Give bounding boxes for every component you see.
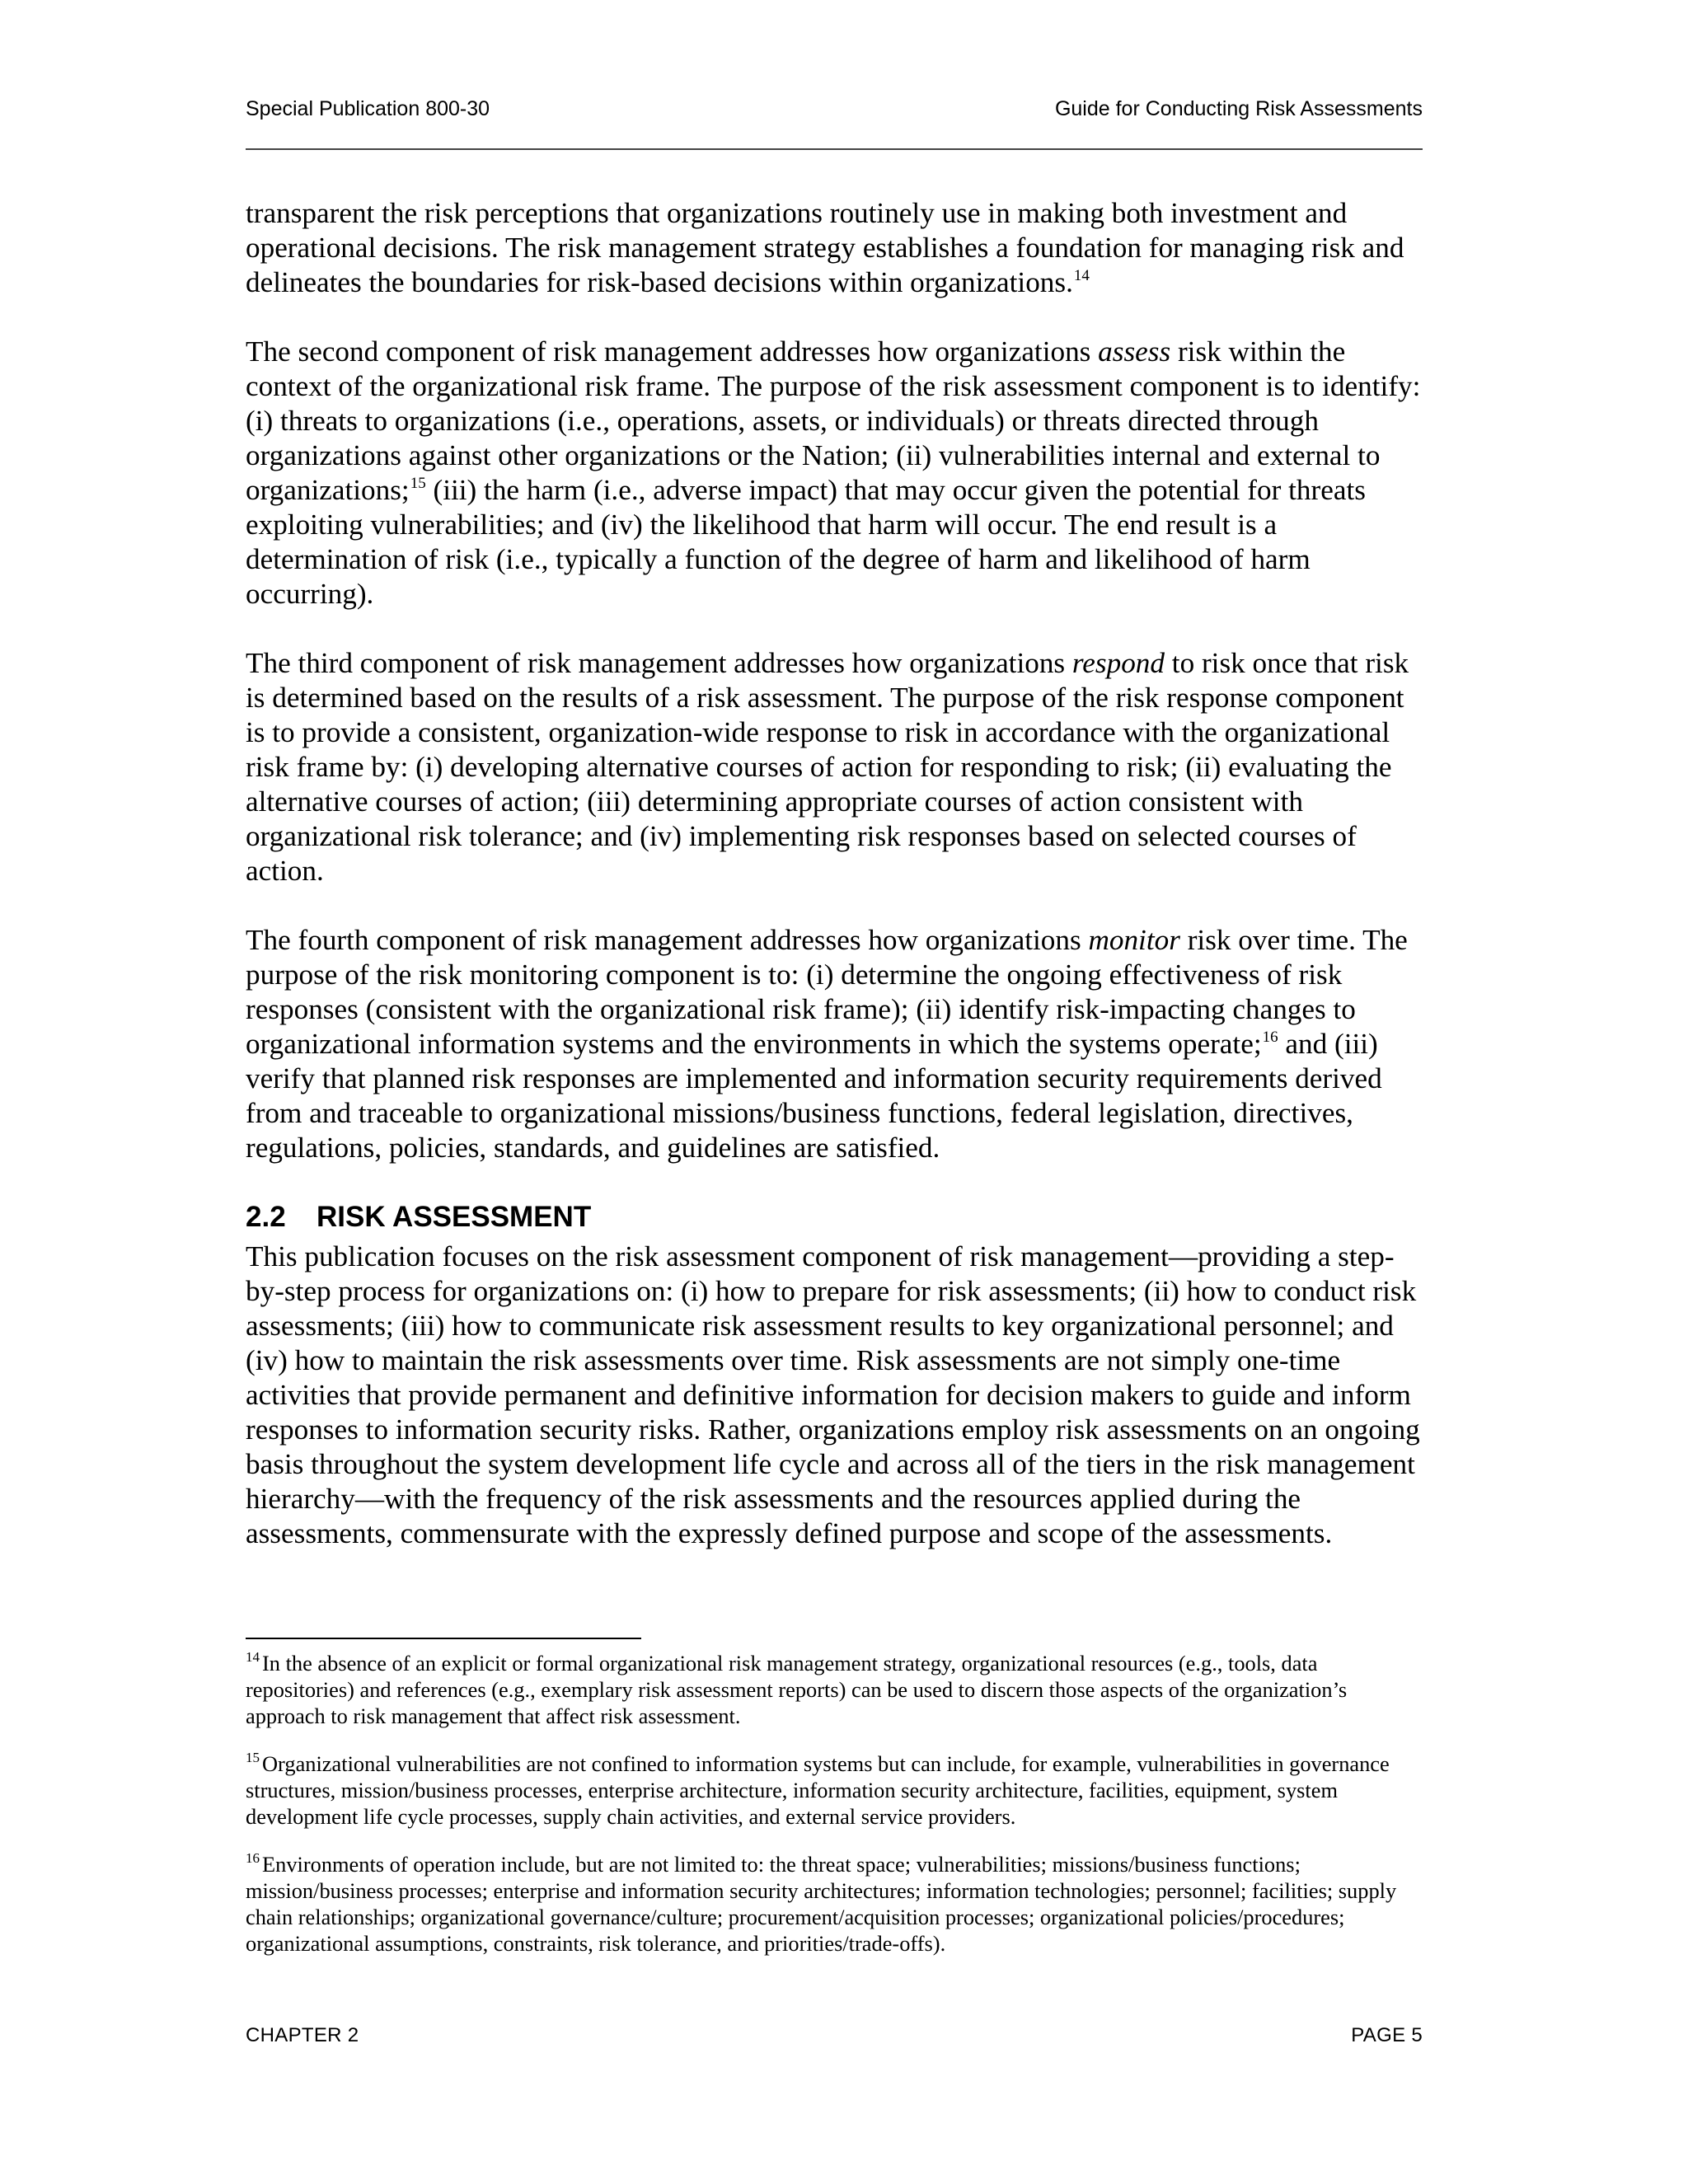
footnote-text: In the absence of an explicit or formal organizational risk management strategy, organizational resources (e.g., tools, data repositories) and references (e.g., exemplary risk assessment reports) can be used to discern those aspects of the organization’s approach to risk management that affect risk assessment. <box>246 1651 1348 1728</box>
section-heading <box>246 1200 1426 1235</box>
header-divider <box>246 148 1423 150</box>
emphasis-assess: assess <box>1098 335 1171 368</box>
paragraph-5: This publication focuses on the risk assessment component of risk management—providing a step-by-step process for organizations on: (i) how to prepare for risk assessments; (ii) how to conduct risk assessments; (iii) how to communicate risk assessment results to key organizational personnel; and (iv) how to maintain the risk assessments over time. Risk assessments are not simply one-time activities that provide permanent and definitive information for decision makers to guide and inform responses to information security risks. Rather, organizations employ risk assessments on an ongoing basis throughout the system development life cycle and across all of the tiers in the risk management hierarchy—with the frequency of the risk assessments and the resources applied during the assessments, commensurate with the expressly defined purpose and scope of the assessments. <box>246 1240 1420 1549</box>
footnote-ref-14[interactable]: 14 <box>1073 267 1090 284</box>
footnote-text: Organizational vulnerabilities are not confined to information systems but can include, for example, vulnerabilities in governance structures, mission/business processes, enterprise architecture, information security architecture, facilities, equipment, system development life cycle processes, supply chain activities, and external service providers. <box>246 1751 1390 1829</box>
paragraph-2: The second component of risk management addresses how organizations assess risk within the context of the organizational risk frame. The purpose of the risk assessment component is to identify: (i) threats to organizations (i.e., operations, assets, or individuals) or threats directed through organizations against other organizations or the Nation; (ii) vulnerabilities internal and external to organizations;$^{15}$ (iii) the harm (i.e., adverse impact) that may occur given the potential for threats exploiting vulnerabilities; and (iv) the likelihood that harm will occur. The end result is a determination of risk (i.e., typically a function of the degree of harm and likelihood of harm occurring). <box>246 335 1421 610</box>
footer-page-number: PAGE 5 <box>1351 2024 1423 2046</box>
header-publication-id: Special Publication 800-30 <box>246 97 490 120</box>
footnotes <box>246 1650 1429 1978</box>
running-header <box>246 97 1423 124</box>
footnote-number: 14 <box>246 1649 260 1665</box>
footnote-16 <box>246 1851 1429 1957</box>
footnote-15 <box>246 1750 1429 1830</box>
paragraph-1: transparent the risk perceptions that organizations routinely use in making both investment and operational decisions. The risk management strategy establishes a foundation for managing risk and delineates the boundaries for risk-based decisions within organizations.$^{14}$ <box>246 197 1404 298</box>
footnote-divider <box>246 1638 641 1639</box>
running-footer <box>246 2024 1423 2050</box>
emphasis-monitor: monitor <box>1088 924 1180 956</box>
section-number: 2.2 <box>246 1201 286 1233</box>
paragraph-4: The fourth component of risk management addresses how organizations monitor risk over time. The purpose of the risk monitoring component is to: (i) determine the ongoing effectiveness of risk responses (consistent with the organizational risk frame); (ii) identify risk-impacting changes to organizational information systems and the environments in which the systems operate;$^{16}$ and (iii) verify that planned risk responses are implemented and information security requirements derived from and traceable to organizational missions/business functions, federal legislation, directives, regulations, policies, standards, and guidelines are satisfied. <box>246 924 1408 1164</box>
footnote-ref-16[interactable]: 16 <box>1262 1029 1278 1046</box>
footer-chapter: CHAPTER 2 <box>246 2024 359 2046</box>
footnote-number: 16 <box>246 1850 260 1866</box>
document-page <box>246 0 1423 2184</box>
body-text <box>246 196 1426 1551</box>
footnote-number: 15 <box>246 1750 260 1765</box>
footnote-ref-15[interactable]: 15 <box>410 475 426 492</box>
paragraph-3: The third component of risk management addresses how organizations respond to risk once that risk is determined based on the results of a risk assessment. The purpose of the risk response component is to provide a consistent, organization-wide response to risk in accordance with the organizational risk frame by: (i) developing alternative courses of action for responding to risk; (ii) evaluating the alternative courses of action; (iii) determining appropriate courses of action consistent with organizational risk tolerance; and (iv) implementing risk responses based on selected courses of action. <box>246 647 1409 887</box>
footnote-14 <box>246 1650 1429 1729</box>
section-title: RISK ASSESSMENT <box>316 1201 592 1233</box>
header-document-title: Guide for Conducting Risk Assessments <box>1054 97 1423 120</box>
emphasis-respond: respond <box>1071 647 1165 679</box>
footnote-text: Environments of operation include, but are not limited to: the threat space; vulnerabilities; missions/business functions; mission/business processes; enterprise and information security architectures; information technologies; personnel; facilities; supply chain relationships; organizational governance/culture; procurement/acquisition processes; organizational policies/procedures; organizational assumptions, constraints, risk tolerance, and priorities/trade-offs). <box>246 1852 1397 1956</box>
